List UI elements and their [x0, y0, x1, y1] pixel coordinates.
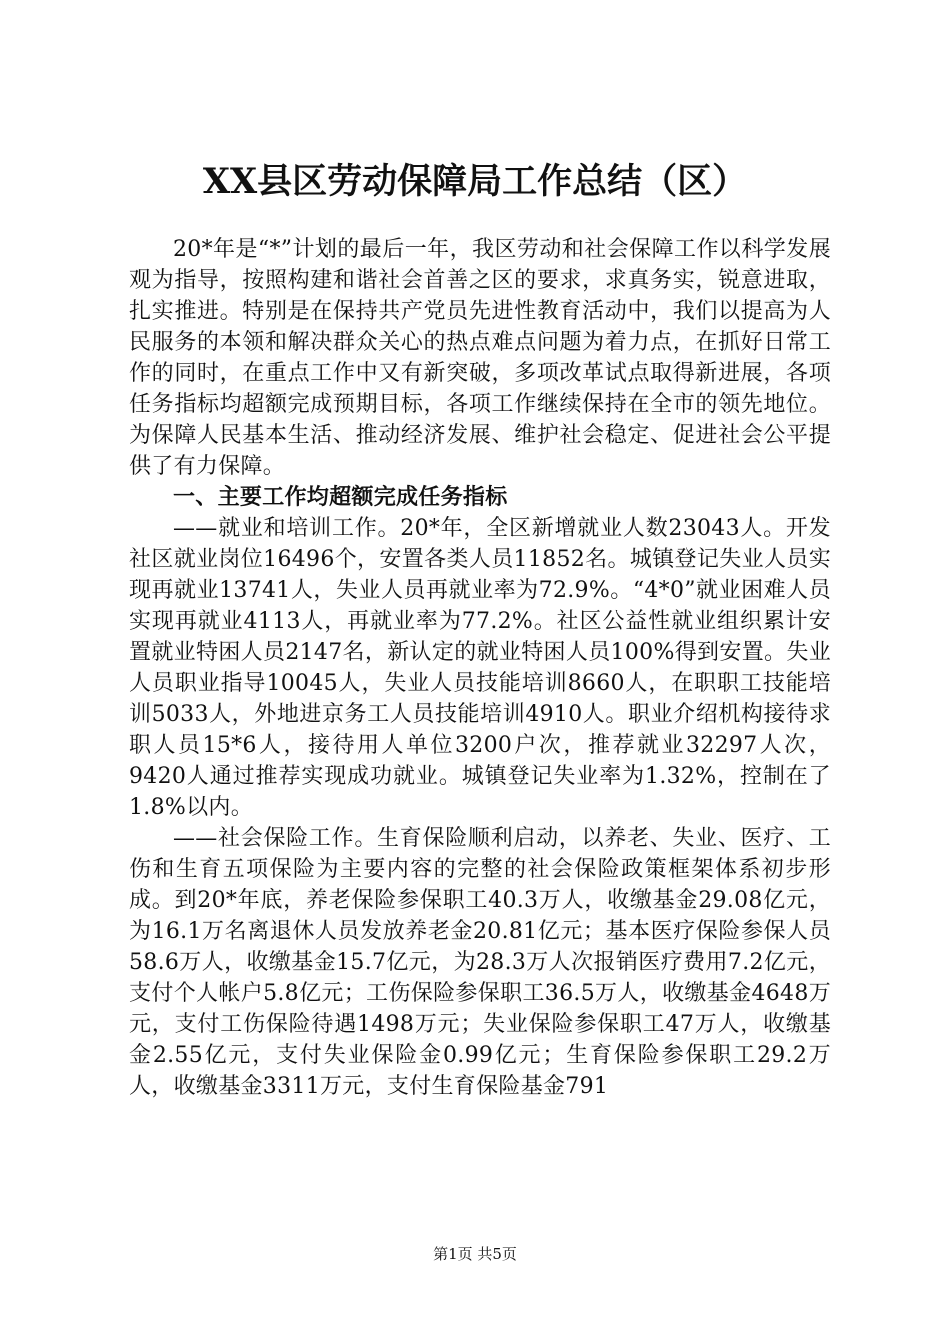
intro-paragraph: 20*年是“*”计划的最后一年，我区劳动和社会保障工作以科学发展观为指导，按照构建和谐社会首善之区的要求，求真务实，锐意进取，扎实推进。特别是在保持共产党员先进性教育活动中，我们以提高为人民服务的本领和解决群众关心的热点难点问题为着力点，在抓好日常工作的同时，在重点工作中又有新突破，多项改革试点取得新进展，各项任务指标均超额完成预期目标，各项工作继续保持在全市的领先地位。为保障人民基本生活、推动经济发展、维护社会稳定、促进社会公平提供了有力保障。: [129, 237, 831, 479]
document-body: [129, 234, 831, 1102]
employment-paragraph: ——就业和培训工作。20*年，全区新增就业人数23043人。开发社区就业岗位16496个，安置各类人员11852名。城镇登记失业人员实现再就业13741人，失业人员再就业率为72.9%。“4*0”就业困难人员实现再就业4113人，再就业率为77.2%。社区公益性就业组织累计安置就业特困人员2147名，新认定的就业特困人员100%得到安置。失业人员职业指导10045人，失业人员技能培训8660人，在职职工技能培训5033人，外地进京务工人员技能培训4910人。职业介绍机构接待求职人员15*6人，接待用人单位3200户次，推荐就业32297人次，9420人通过推荐实现成功就业。城镇登记失业率为1.32%，控制在了1.8%以内。: [129, 516, 831, 820]
page-footer: 第1页 共5页: [433, 1245, 517, 1263]
social-insurance-paragraph: ——社会保险工作。生育保险顺利启动，以养老、失业、医疗、工伤和生育五项保险为主要内容的完整的社会保险政策框架体系初步形成。到20*年底，养老保险参保职工40.3万人，收缴基金29.08亿元，为16.1万名离退休人员发放养老金20.81亿元；基本医疗保险参保人员58.6万人，收缴基金15.7亿元，为28.3万人次报销医疗费用7.2亿元，支付个人帐户5.8亿元；工伤保险参保职工36.5万人，收缴基金4648万元，支付工伤保险待遇1498万元；失业保险参保职工47万人，收缴基金2.55亿元，支付失业保险金0.99亿元；生育保险参保职工29.2万人，收缴基金3311万元，支付生育保险基金791: [129, 826, 831, 1099]
section-heading: 一、主要工作均超额完成任务指标: [173, 484, 508, 510]
document-title: XX县区劳动保障局工作总结（区）: [202, 161, 748, 202]
